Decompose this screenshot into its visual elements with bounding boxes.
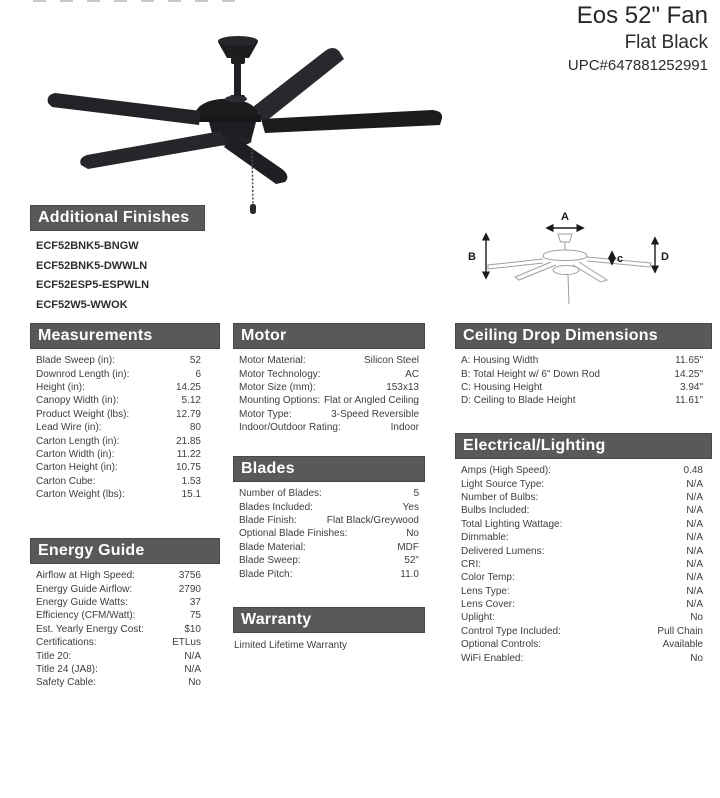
spec-label: Downrod Length (in): — [36, 368, 130, 380]
spec-row — [30, 569, 220, 582]
spec-row — [233, 514, 425, 527]
spec-value: No — [690, 652, 703, 664]
spec-row — [455, 477, 712, 490]
spec-row — [455, 544, 712, 557]
spec-label: Number of Blades: — [239, 488, 322, 500]
spec-label: Airflow at High Speed: — [36, 570, 135, 582]
spec-value: Silicon Steel — [363, 355, 419, 367]
spec-value: 5 — [413, 488, 419, 500]
spec-value: N/A — [686, 558, 703, 570]
spec-row — [233, 381, 425, 394]
electrical-rows — [455, 464, 712, 665]
spec-value: 1.53 — [181, 475, 201, 487]
spec-value: N/A — [686, 585, 703, 597]
spec-label: C: Housing Height — [461, 381, 543, 393]
spec-value: N/A — [184, 663, 201, 675]
spec-value: 10.75 — [175, 462, 201, 474]
spec-row — [233, 367, 425, 380]
spec-value: N/A — [686, 572, 703, 584]
spec-value: 3.94" — [679, 381, 703, 393]
spec-label: Energy Guide Watts: — [36, 596, 128, 608]
spec-label: Lens Type: — [461, 585, 510, 597]
spec-value: 0.48 — [683, 465, 703, 477]
section-header-blades — [233, 456, 425, 482]
spec-label: Blade Material: — [239, 541, 306, 553]
spec-row — [30, 475, 220, 488]
spec-row — [455, 531, 712, 544]
spec-label: Amps (High Speed): — [461, 465, 552, 477]
spec-value: 12.79 — [175, 408, 201, 420]
spec-row — [455, 354, 712, 367]
spec-value: 3-Speed Reversible — [331, 408, 419, 420]
spec-row — [30, 408, 220, 421]
spec-row — [30, 434, 220, 447]
spec-label: Indoor/Outdoor Rating: — [239, 422, 341, 434]
spec-row — [455, 625, 712, 638]
spec-value: N/A — [686, 599, 703, 611]
spec-label: Color Temp: — [461, 572, 515, 584]
spec-label: Motor Material: — [239, 355, 306, 367]
spec-row — [233, 500, 425, 513]
spec-label: Carton Length (in): — [36, 435, 120, 447]
spec-label: Control Type Included: — [461, 625, 561, 637]
spec-label: Title 24 (JA8): — [36, 663, 98, 675]
spec-value: MDF — [397, 541, 419, 553]
spec-value: 5.12 — [181, 395, 201, 407]
spec-row — [455, 585, 712, 598]
spec-label: Efficiency (CFM/Watt): — [36, 610, 136, 622]
spec-label: Optional Controls: — [461, 639, 542, 651]
spec-label: Motor Type: — [239, 408, 292, 420]
spec-label: Product Weight (lbs): — [36, 408, 130, 420]
section-title: Measurements — [38, 327, 153, 344]
spec-row — [455, 518, 712, 531]
spec-row — [30, 676, 220, 689]
spec-row — [233, 421, 425, 434]
spec-value: ETLus — [172, 637, 201, 649]
ceiling-drop-diagram — [455, 194, 713, 316]
spec-label: Blade Pitch: — [239, 568, 293, 580]
blades-rows — [233, 487, 425, 581]
section-header-warranty — [233, 607, 425, 633]
spec-label: Bulbs Included: — [461, 505, 530, 517]
section-title: Electrical/Lighting — [463, 437, 606, 454]
spec-row — [455, 394, 712, 407]
spec-value: N/A — [686, 478, 703, 490]
spec-value: 153x13 — [386, 381, 419, 393]
section-title: Ceiling Drop Dimensions — [463, 327, 658, 344]
finish-code: ECF52BNK5-DWWLN — [36, 259, 148, 272]
spec-row — [455, 367, 712, 380]
diagram-label-c: c — [617, 253, 624, 265]
spec-value: N/A — [686, 505, 703, 517]
spec-value: Flat or Angled Ceiling — [323, 395, 419, 407]
spec-row — [30, 421, 220, 434]
spec-value: 2790 — [178, 583, 201, 595]
spec-value: No — [406, 528, 419, 540]
product-finish: Flat Black — [624, 32, 708, 54]
spec-value: N/A — [686, 532, 703, 544]
spec-label: Motor Size (mm): — [239, 381, 316, 393]
spec-row — [233, 354, 425, 367]
spec-row — [455, 598, 712, 611]
spec-row — [30, 649, 220, 662]
spec-label: Blade Finish: — [239, 514, 297, 526]
spec-label: Motor Technology: — [239, 368, 321, 380]
spec-row — [30, 367, 220, 380]
diagram-label-a: A — [561, 211, 569, 223]
section-warranty — [233, 607, 425, 651]
spec-value: No — [690, 612, 703, 624]
spec-value: Flat Black/Greywood — [326, 514, 419, 526]
spec-value: $10 — [184, 623, 201, 635]
spec-row — [455, 381, 712, 394]
section-header-additional-finishes — [30, 205, 205, 231]
spec-label: Blades Included: — [239, 501, 313, 513]
spec-row — [30, 448, 220, 461]
warranty-text: Limited Lifetime Warranty — [234, 640, 347, 651]
spec-label: Mounting Options: — [239, 395, 321, 407]
spec-label: Carton Cube: — [36, 475, 96, 487]
diagram-label-b: B — [468, 251, 476, 263]
spec-value: 14.25 — [175, 381, 201, 393]
product-image — [25, 8, 465, 218]
product-title: Eos 52" Fan — [576, 2, 708, 29]
spec-value: Pull Chain — [657, 625, 703, 637]
spec-label: Blade Sweep: — [239, 555, 301, 567]
title-block — [568, 2, 708, 74]
spec-row — [30, 354, 220, 367]
cropped-logo-remnant — [33, 0, 247, 2]
spec-value: N/A — [686, 491, 703, 503]
section-header-motor — [233, 323, 425, 349]
spec-row — [455, 611, 712, 624]
spec-value: 11.22 — [176, 448, 201, 460]
spec-row — [455, 651, 712, 664]
spec-label: WiFi Enabled: — [461, 652, 524, 664]
spec-label: Uplight: — [461, 612, 495, 624]
spec-label: Delivered Lumens: — [461, 545, 545, 557]
spec-row — [233, 527, 425, 540]
spec-value: 52" — [404, 555, 419, 567]
spec-label: Blade Sweep (in): — [36, 355, 115, 367]
spec-row — [233, 541, 425, 554]
spec-row — [30, 461, 220, 474]
product-upc: UPC#647881252991 — [567, 56, 708, 74]
spec-label: Energy Guide Airflow: — [36, 583, 133, 595]
spec-value: AC — [405, 368, 419, 380]
section-title: Blades — [241, 460, 295, 477]
spec-label: Est. Yearly Energy Cost: — [36, 623, 144, 635]
ceiling-drop-rows — [455, 354, 712, 408]
spec-value: Indoor — [390, 422, 419, 434]
spec-row — [233, 408, 425, 421]
spec-value: N/A — [686, 545, 703, 557]
spec-value: 6 — [195, 368, 201, 380]
finish-code: ECF52ESP5-ESPWLN — [36, 279, 150, 291]
finish-list — [30, 237, 220, 315]
spec-value: 80 — [189, 422, 201, 434]
spec-label: Certifications: — [36, 637, 97, 649]
finish-code: ECF52W5-WWOK — [36, 298, 128, 311]
spec-row — [455, 491, 712, 504]
energy-guide-rows — [30, 569, 220, 690]
spec-row — [30, 381, 220, 394]
spec-value: 11.65" — [675, 355, 703, 367]
spec-label: Carton Height (in): — [36, 462, 118, 474]
spec-label: CRI: — [461, 558, 481, 570]
spec-row — [30, 596, 220, 609]
measurements-rows — [30, 354, 220, 501]
spec-row — [30, 663, 220, 676]
diagram-label-d: D — [661, 251, 669, 263]
section-additional-finishes — [30, 205, 220, 315]
section-title: Additional Finishes — [38, 209, 190, 226]
spec-label: D: Ceiling to Blade Height — [461, 395, 576, 407]
spec-value: 11.0 — [400, 568, 419, 580]
spec-row — [233, 554, 425, 567]
section-title: Warranty — [241, 611, 312, 628]
spec-row — [233, 567, 425, 580]
spec-value: 75 — [189, 610, 201, 622]
spec-value: 15.1 — [181, 489, 201, 501]
spec-label: Lead Wire (in): — [36, 422, 102, 434]
section-electrical — [455, 433, 712, 665]
spec-row — [455, 638, 712, 651]
spec-row — [30, 394, 220, 407]
spec-label: Dimmable: — [461, 532, 509, 544]
spec-label: Optional Blade Finishes: — [239, 528, 348, 540]
section-header-ceiling-drop — [455, 323, 712, 349]
spec-row — [233, 394, 425, 407]
spec-label: Number of Bulbs: — [461, 491, 539, 503]
section-measurements — [30, 323, 220, 501]
spec-label: Safety Cable: — [36, 677, 97, 689]
spec-label: Total Lighting Wattage: — [461, 518, 563, 530]
spec-value: N/A — [686, 518, 703, 530]
spec-row — [30, 488, 220, 501]
section-title: Motor — [241, 327, 287, 344]
spec-row — [30, 582, 220, 595]
spec-value: Available — [662, 639, 703, 651]
spec-row — [455, 504, 712, 517]
section-header-measurements — [30, 323, 220, 349]
spec-label: Carton Width (in): — [36, 448, 115, 460]
section-energy-guide — [30, 538, 220, 690]
spec-label: Light Source Type: — [461, 478, 545, 490]
spec-row — [233, 487, 425, 500]
spec-label: Carton Weight (lbs): — [36, 489, 125, 501]
spec-value: N/A — [184, 650, 201, 662]
spec-label: Canopy Width (in): — [36, 395, 119, 407]
spec-value: 52 — [189, 355, 201, 367]
spec-value: 11.61" — [675, 395, 703, 407]
spec-row — [30, 609, 220, 622]
spec-row — [30, 636, 220, 649]
finish-code: ECF52BNK5-BNGW — [36, 240, 139, 252]
section-title: Energy Guide — [38, 542, 145, 559]
spec-value: 3756 — [178, 570, 201, 582]
spec-row — [455, 464, 712, 477]
spec-row — [30, 623, 220, 636]
spec-row — [455, 571, 712, 584]
section-header-energy-guide — [30, 538, 220, 564]
spec-value: No — [188, 677, 201, 689]
spec-label: Title 20: — [36, 650, 72, 662]
spec-label: Height (in): — [36, 381, 85, 393]
spec-label: B: Total Height w/ 6" Down Rod — [461, 368, 600, 380]
spec-value: 37 — [189, 596, 201, 608]
spec-value: Yes — [402, 501, 419, 513]
spec-value: 14.25" — [674, 368, 703, 380]
spec-label: Lens Cover: — [461, 599, 515, 611]
section-motor — [233, 323, 425, 434]
motor-rows — [233, 354, 425, 434]
spec-row — [455, 558, 712, 571]
spec-value: 21.85 — [175, 435, 201, 447]
section-ceiling-drop — [455, 323, 712, 408]
spec-label: A: Housing Width — [461, 355, 539, 367]
section-blades — [233, 456, 425, 581]
section-header-electrical — [455, 433, 712, 459]
